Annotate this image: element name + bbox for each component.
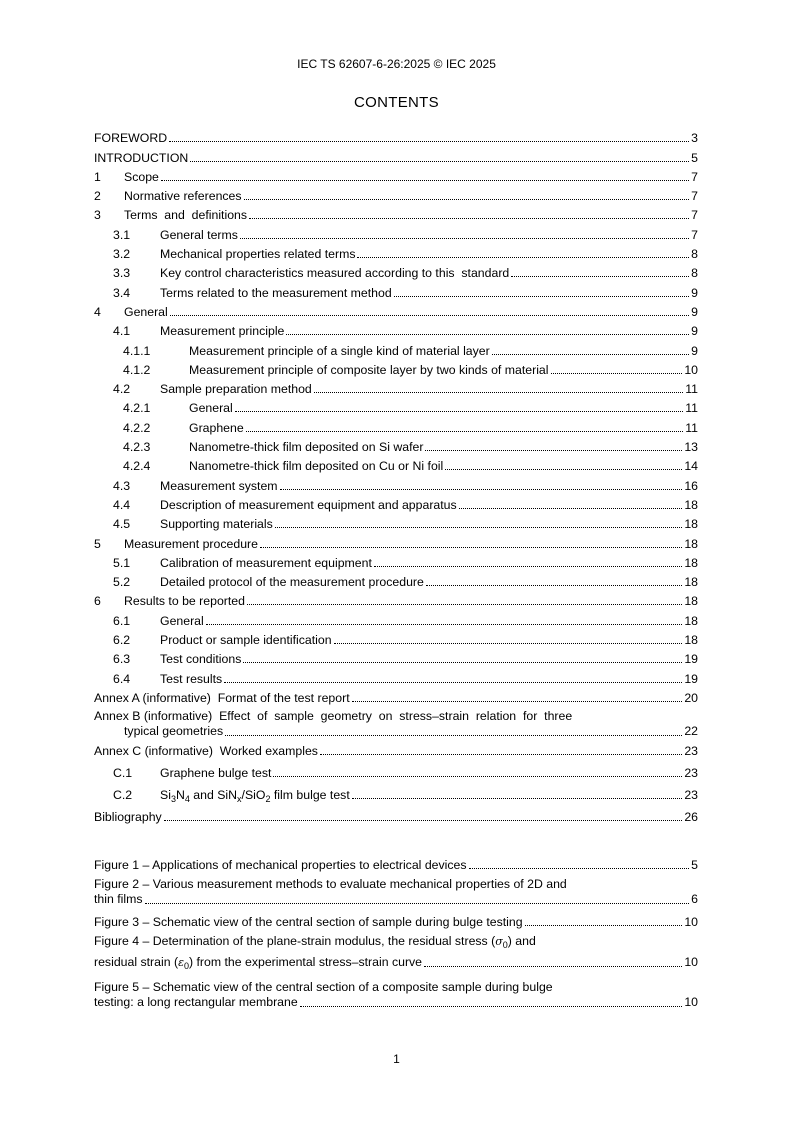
toc-entry-label: Scope [124, 169, 159, 184]
leader-dots [170, 315, 689, 316]
toc-entry-c-1[interactable] [94, 758, 698, 780]
toc-entry-c-2[interactable] [94, 780, 698, 805]
leader-dots [273, 776, 682, 777]
toc-entry-page: 8 [691, 247, 698, 262]
toc-entry-4-3[interactable] [94, 473, 698, 492]
toc-entry-label: Calibration of measurement equipment [160, 555, 372, 570]
leader-dots [352, 701, 683, 702]
figure-entry-label-continued: residual strain $(\varepsilon_0)$ from the experimental stress–strain curve [94, 955, 423, 972]
toc-entry-number: 3.2 [113, 247, 131, 262]
toc-entry-label: Terms related to the measurement method [160, 285, 392, 300]
toc-entry-number: 6.3 [113, 652, 131, 667]
toc-entry-number: 6.2 [113, 633, 131, 648]
leader-dots [445, 469, 682, 470]
leader-dots [469, 868, 690, 869]
toc-entry-page: 7 [691, 169, 698, 184]
toc-entry-page: 7 [691, 227, 698, 242]
leader-dots [235, 411, 683, 412]
toc-entry-label: Nanometre-thick film deposited on Cu or Ni foil [189, 459, 444, 474]
section-spacer [94, 824, 698, 850]
toc-entry-label: Measurement system [160, 478, 278, 493]
toc-entry-number: 4.3 [113, 478, 131, 493]
toc-entry-page: 19 [684, 671, 698, 686]
figure-entry-4[interactable] [94, 929, 698, 970]
leader-dots [394, 296, 689, 297]
leader-dots [246, 431, 684, 432]
leader-dots [357, 257, 689, 258]
leader-dots [352, 798, 683, 799]
leader-dots [145, 903, 690, 904]
leader-dots [426, 585, 682, 586]
leader-dots [240, 238, 689, 239]
toc-entry-foreword[interactable] [94, 126, 698, 145]
toc-entry-4-2-3[interactable] [94, 435, 698, 454]
leader-dots [334, 643, 683, 644]
toc-entry-label: Bibliography [94, 810, 162, 825]
toc-entry-label: Test conditions [160, 652, 242, 667]
toc-entry-number: 4.1.1 [123, 343, 151, 358]
figure-entry-page: 6 [691, 892, 698, 907]
leader-dots [243, 662, 682, 663]
toc-entry-label: Product or sample identification [160, 633, 332, 648]
toc-entry-page: 16 [684, 478, 698, 493]
toc-entry-page: 14 [684, 459, 698, 474]
toc-entry-page: 9 [691, 285, 698, 300]
leader-dots [247, 604, 682, 605]
toc-entry-label: INTRODUCTION [94, 150, 189, 165]
toc-entry-page: 10 [684, 362, 698, 377]
toc-entry-label: Supporting materials [160, 517, 273, 532]
toc-entry-number: 5 [94, 536, 101, 551]
toc-entry-label: Measurement principle of a single kind of material layer [189, 343, 490, 358]
toc-entry-number: 1 [94, 169, 101, 184]
toc-entry-number: 6.1 [113, 613, 131, 628]
toc-entry-label: $Si_3N_4$ and SiN$_x$/SiO$_2$ film bulge test [160, 788, 350, 805]
toc-entry-page: 11 [685, 401, 698, 416]
toc-entry-number: 3.3 [113, 266, 131, 281]
figure-entry-label: Figure 4 – Determination of the plane-strain modulus, the residual stress $(\sigma_0)$ and [94, 934, 536, 951]
toc-entry-page: 23 [684, 744, 698, 759]
leader-dots [225, 735, 682, 736]
toc-entry-1[interactable] [94, 165, 698, 184]
toc-entry-label: Results to be reported [124, 594, 245, 609]
figure-entry-page: 10 [684, 915, 698, 930]
document-header: IEC TS 62607-6-26:2025 © IEC 2025 [297, 57, 496, 71]
toc-entry-label: General [124, 304, 168, 319]
toc-entry-number: 2 [94, 189, 101, 204]
toc-entry-page: 5 [691, 150, 698, 165]
toc-entry-label: Annex B (informative) Effect of sample geometry on stress–strain relation for three [94, 708, 573, 723]
leader-dots [300, 1006, 683, 1007]
toc-entry-number: 3 [94, 208, 101, 223]
toc-entry-label: Normative references [124, 189, 242, 204]
figure-entry-3[interactable] [94, 907, 698, 929]
toc-entry-number: 4.1 [113, 324, 131, 339]
toc-entry-label: Measurement procedure [124, 536, 258, 551]
leader-dots [164, 820, 683, 821]
toc-entry-page: 11 [685, 420, 698, 435]
leader-dots [161, 180, 689, 181]
toc-entry-label: Terms and definitions [124, 208, 248, 223]
toc-entry-label: Test results [160, 671, 223, 686]
toc-entry-number: 4.5 [113, 517, 131, 532]
toc-entry-number: 4.2 [113, 382, 131, 397]
figure-entry-page: 10 [684, 995, 698, 1010]
toc-entry-3-2[interactable] [94, 242, 698, 261]
toc-entry-6-3[interactable] [94, 647, 698, 666]
toc-entry-label: Nanometre-thick film deposited on Si wafer [189, 440, 424, 455]
leader-dots [374, 566, 682, 567]
toc-entry-page: 23 [684, 766, 698, 781]
toc-entry-label-continued: typical geometries [124, 723, 224, 738]
toc-entry-page: 18 [684, 613, 698, 628]
toc-entry-3-1[interactable] [94, 222, 698, 241]
toc-entry-6[interactable] [94, 589, 698, 608]
figure-entry-label: Figure 1 – Applications of mechanical properties to electrical devices [94, 858, 467, 873]
toc-entry-3-4[interactable] [94, 280, 698, 299]
toc-entry-4-2-1[interactable] [94, 396, 698, 415]
toc-entry-5-2[interactable] [94, 570, 698, 589]
leader-dots [424, 966, 682, 967]
figure-entry-label: Figure 5 – Schematic view of the central section of a composite sample during bulge [94, 980, 553, 995]
toc-entry-5-1[interactable] [94, 551, 698, 570]
toc-entry-annex-b[interactable] [94, 705, 698, 739]
toc-entry-page: 18 [684, 517, 698, 532]
toc-entry-number: 4.2.1 [123, 401, 151, 416]
toc-entry-label: Sample preparation method [160, 382, 312, 397]
leader-dots [275, 527, 683, 528]
toc-entry-6-2[interactable] [94, 628, 698, 647]
leader-dots [280, 489, 683, 490]
toc-entry-page: 22 [684, 723, 698, 738]
toc-entry-bibliography[interactable] [94, 802, 698, 824]
figure-entry-label: Figure 3 – Schematic view of the central section of sample during bulge testing [94, 915, 523, 930]
toc-entry-page: 18 [684, 594, 698, 609]
toc-entry-number: 4.2.3 [123, 440, 151, 455]
toc-entry-page: 26 [684, 810, 698, 825]
leader-dots [169, 141, 689, 142]
toc-entry-number: 6 [94, 594, 101, 609]
leader-dots [260, 547, 682, 548]
figure-entry-5[interactable] [94, 970, 698, 1010]
leader-dots [525, 925, 683, 926]
figure-entry-2[interactable] [94, 872, 698, 907]
toc-entry-page: 18 [684, 575, 698, 590]
toc-entry-label: Description of measurement equipment and apparatus [160, 497, 457, 512]
toc-entry-page: 23 [684, 788, 698, 803]
table-of-contents [94, 126, 698, 1010]
toc-entry-page: 3 [691, 131, 698, 146]
toc-entry-annex-c[interactable] [94, 739, 698, 758]
leader-dots [511, 276, 689, 277]
toc-entry-page: 9 [691, 304, 698, 319]
toc-entry-label: Mechanical properties related terms [160, 247, 356, 262]
toc-entry-number: 4.2.4 [123, 459, 151, 474]
toc-entry-label: Graphene bulge test [160, 766, 272, 781]
toc-entry-3-3[interactable] [94, 261, 698, 280]
toc-entry-6-4[interactable] [94, 666, 698, 685]
leader-dots [190, 161, 689, 162]
toc-entry-number: 4.1.2 [123, 362, 151, 377]
toc-entry-number: 4.2.2 [123, 420, 151, 435]
toc-entry-number: 6.4 [113, 671, 131, 686]
toc-entry-label: Detailed protocol of the measurement procedure [160, 575, 424, 590]
toc-entry-4-1-1[interactable] [94, 338, 698, 357]
leader-dots [249, 218, 689, 219]
toc-entry-page: 11 [685, 382, 698, 397]
toc-entry-4-2-2[interactable] [94, 415, 698, 434]
toc-entry-label: Measurement principle [160, 324, 285, 339]
toc-entry-number: 5.2 [113, 575, 131, 590]
leader-dots [314, 392, 683, 393]
figure-entry-label-continued: thin films [94, 892, 143, 907]
contents-title: CONTENTS [354, 94, 439, 111]
figure-entry-label: Figure 2 – Various measurement methods to evaluate mechanical properties of 2D and [94, 877, 567, 892]
toc-entry-4-5[interactable] [94, 512, 698, 531]
toc-entry-4-4[interactable] [94, 493, 698, 512]
toc-entry-4-1-2[interactable] [94, 358, 698, 377]
toc-entry-annex-a[interactable] [94, 686, 698, 705]
toc-entry-page: 19 [684, 652, 698, 667]
toc-entry-label: Graphene [189, 420, 244, 435]
toc-entry-3[interactable] [94, 203, 698, 222]
toc-entry-introduction[interactable] [94, 145, 698, 164]
page-number: 1 [393, 1052, 400, 1066]
leader-dots [320, 754, 682, 755]
leader-dots [206, 624, 683, 625]
toc-entry-number: 5.1 [113, 555, 131, 570]
toc-entry-label: General terms [160, 227, 238, 242]
toc-entry-number: 3.1 [113, 227, 131, 242]
toc-entry-page: 7 [691, 208, 698, 223]
toc-entry-label: General [189, 401, 233, 416]
toc-entry-page: 8 [691, 266, 698, 281]
toc-entry-number: 4.4 [113, 497, 131, 512]
leader-dots [224, 682, 682, 683]
toc-entry-page: 18 [684, 633, 698, 648]
toc-entry-page: 7 [691, 189, 698, 204]
toc-entry-page: 18 [684, 555, 698, 570]
toc-entry-number: C.2 [113, 788, 133, 803]
toc-entry-2[interactable] [94, 184, 698, 203]
toc-entry-4-2[interactable] [94, 377, 698, 396]
toc-entry-4-1[interactable] [94, 319, 698, 338]
leader-dots [459, 508, 683, 509]
leader-dots [492, 354, 689, 355]
figure-entry-label-continued: testing: a long rectangular membrane [94, 995, 298, 1010]
toc-entry-label: General [160, 613, 204, 628]
toc-entry-4[interactable] [94, 300, 698, 319]
toc-entry-page: 20 [684, 690, 698, 705]
leader-dots [425, 450, 682, 451]
toc-entry-number: C.1 [113, 766, 133, 781]
toc-entry-number: 4 [94, 304, 101, 319]
leader-dots [244, 199, 690, 200]
leader-dots [286, 334, 689, 335]
figure-entry-1[interactable] [94, 850, 698, 872]
toc-entry-label: Annex C (informative) Worked examples [94, 744, 318, 759]
leader-dots [551, 373, 683, 374]
toc-entry-page: 13 [684, 440, 698, 455]
toc-entry-6-1[interactable] [94, 608, 698, 627]
toc-entry-label: FOREWORD [94, 131, 168, 146]
toc-entry-page: 18 [684, 497, 698, 512]
figure-entry-page: 10 [684, 955, 698, 970]
toc-entry-5[interactable] [94, 531, 698, 550]
toc-entry-label: Key control characteristics measured according to this standard [160, 266, 510, 281]
toc-entry-label: Annex A (informative) Format of the test report [94, 690, 350, 705]
figure-entry-page: 5 [691, 858, 698, 873]
toc-entry-page: 9 [691, 343, 698, 358]
toc-entry-page: 9 [691, 324, 698, 339]
toc-entry-4-2-4[interactable] [94, 454, 698, 473]
toc-entry-page: 18 [684, 536, 698, 551]
toc-entry-label: Measurement principle of composite layer by two kinds of material [189, 362, 549, 377]
toc-entry-number: 3.4 [113, 285, 131, 300]
